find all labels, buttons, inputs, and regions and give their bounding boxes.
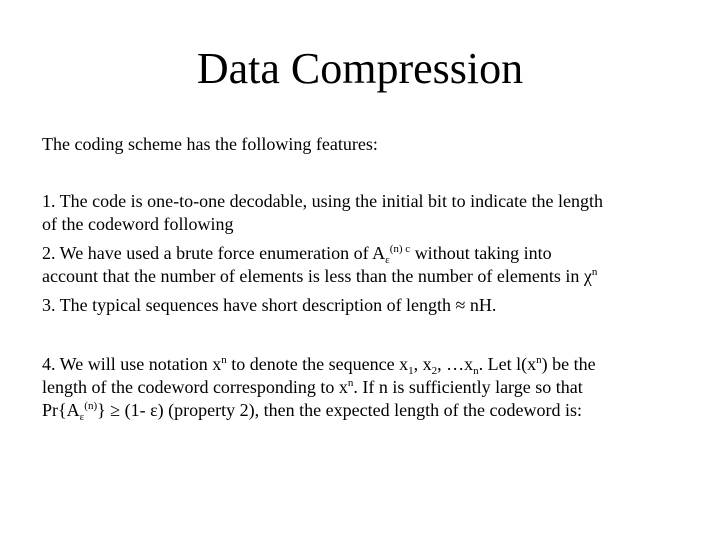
point-4-text-e: . Let l(x — [478, 354, 537, 374]
point-1-line-1: 1. The code is one-to-one decodable, using the initial bit to indicate the length — [42, 191, 604, 211]
point-2-text-a: 2. We have used a brute force enumeration of A — [42, 243, 386, 263]
point-4-text-j: } ≥ (1- ε) (property 2), then the expected length of the codeword is: — [97, 400, 583, 420]
point-3 — [42, 294, 682, 317]
lxn-superscript: n — [536, 354, 542, 366]
slide-title: Data Compression — [196, 44, 524, 93]
point-4-text-i: Pr{A — [42, 400, 80, 420]
point-4-line-1 — [42, 353, 682, 376]
point-2-line-1 — [42, 242, 682, 265]
point-4-text-d: , …x — [437, 354, 474, 374]
chi-superscript: n — [591, 266, 598, 278]
point-4-text-h: . If n is sufficiently large so that — [353, 377, 583, 397]
point-4-line-2 — [42, 376, 682, 399]
x2-subscript: 2 — [431, 365, 438, 377]
point-4-line-3 — [42, 399, 682, 422]
n-superscript: (n) — [84, 400, 98, 412]
epsilon-subscript-2: ε — [79, 411, 85, 423]
point-1 — [42, 190, 682, 236]
xn-superscript: n — [221, 354, 227, 366]
point-4 — [42, 353, 682, 422]
point-2-text-b: without taking into — [410, 243, 552, 263]
intro-text — [42, 133, 682, 156]
xn-subscript: n — [473, 365, 479, 377]
chi-symbol: χ — [583, 266, 592, 286]
point-2 — [42, 242, 682, 288]
intro-line: The coding scheme has the following features: — [42, 134, 378, 154]
point-4-text-a: 4. We will use notation x — [42, 354, 222, 374]
xn-superscript-2: n — [347, 377, 354, 389]
point-4-text-g: length of the codeword corresponding to x — [42, 377, 348, 397]
point-4-text-b: to denote the sequence x — [226, 354, 409, 374]
point-2-text-c: account that the number of elements is less than the number of elements in — [42, 266, 584, 286]
point-4-text-c: , x — [413, 354, 432, 374]
point-1-line-2: of the codeword following — [42, 214, 234, 234]
point-4-text-f: ) be the — [541, 354, 596, 374]
n-c-superscript: (n) c — [389, 243, 411, 255]
point-2-line-2 — [42, 265, 682, 288]
epsilon-subscript: ε — [385, 254, 390, 266]
point-3-line: 3. The typical sequences have short description of length ≈ nH. — [42, 295, 497, 315]
x1-subscript: 1 — [408, 365, 414, 377]
